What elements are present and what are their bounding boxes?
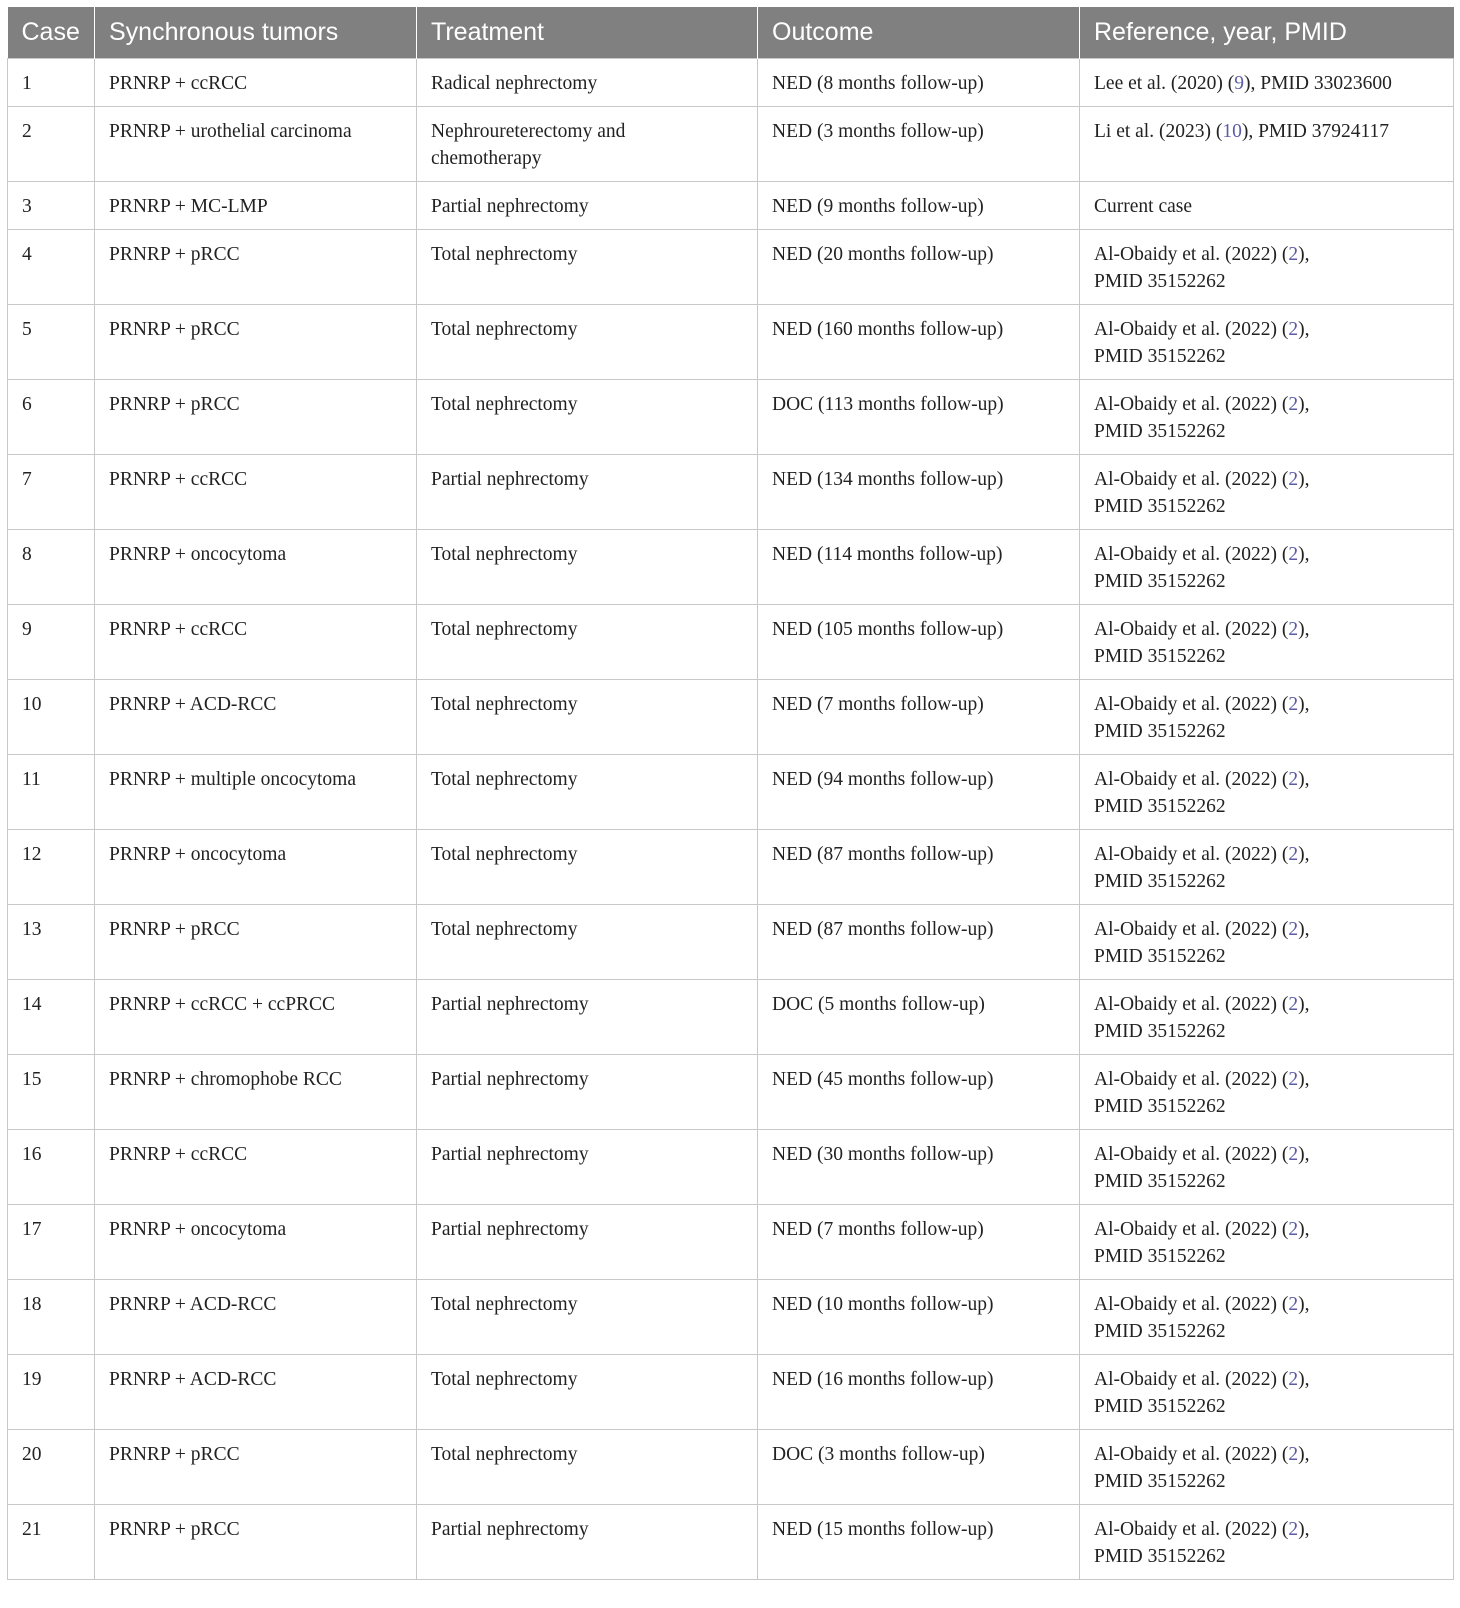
reference-text-end: ), PMID 37924117 [1241,121,1389,142]
cell-synchronous-tumors: PRNRP + oncocytoma [95,830,417,905]
table-row [8,680,1454,755]
reference-text: Al-Obaidy et al. (2022) ( [1094,619,1289,640]
reference-link[interactable]: 2 [1288,319,1299,340]
cell-treatment: Partial nephrectomy [417,1505,758,1580]
cell-reference [1080,230,1454,305]
header-treatment: Treatment [417,7,758,59]
cell-outcome: NED (15 months follow-up) [758,1505,1080,1580]
reference-link[interactable]: 2 [1288,1369,1299,1390]
table-row [8,455,1454,530]
reference-pmid: PMID 35152262 [1094,1546,1226,1567]
table-row [8,1205,1454,1280]
reference-link[interactable]: 2 [1288,844,1299,865]
reference-pmid: PMID 35152262 [1094,1321,1226,1342]
cell-synchronous-tumors: PRNRP + pRCC [95,1505,417,1580]
table-row [8,905,1454,980]
cell-synchronous-tumors: PRNRP + MC-LMP [95,182,417,230]
reference-pmid: PMID 35152262 [1094,271,1226,292]
cell-synchronous-tumors: PRNRP + pRCC [95,305,417,380]
table-row [8,1355,1454,1430]
cell-treatment: Total nephrectomy [417,680,758,755]
reference-text-end: ), [1298,1144,1310,1165]
table-row [8,1055,1454,1130]
cell-case: 3 [8,182,95,230]
cell-synchronous-tumors: PRNRP + ACD-RCC [95,680,417,755]
reference-text-end: ), [1298,544,1310,565]
cell-outcome: NED (30 months follow-up) [758,1130,1080,1205]
reference-link[interactable]: 2 [1288,244,1299,265]
cell-case: 4 [8,230,95,305]
cell-treatment: Partial nephrectomy [417,455,758,530]
table-row [8,230,1454,305]
reference-link[interactable]: 2 [1288,769,1299,790]
cell-case: 8 [8,530,95,605]
header-reference: Reference, year, PMID [1080,7,1454,59]
cell-treatment: Total nephrectomy [417,1280,758,1355]
reference-pmid: PMID 35152262 [1094,496,1226,517]
cell-case: 18 [8,1280,95,1355]
table-row [8,305,1454,380]
cell-reference [1080,680,1454,755]
cell-outcome: DOC (113 months follow-up) [758,380,1080,455]
reference-link[interactable]: 9 [1234,73,1244,94]
cell-outcome: NED (87 months follow-up) [758,905,1080,980]
reference-text: Al-Obaidy et al. (2022) ( [1094,1294,1289,1315]
cell-treatment: Partial nephrectomy [417,980,758,1055]
reference-link[interactable]: 2 [1288,544,1299,565]
reference-pmid: PMID 35152262 [1094,1396,1226,1417]
table-row [8,755,1454,830]
cell-reference [1080,755,1454,830]
cell-reference [1080,107,1454,182]
cell-treatment: Partial nephrectomy [417,1055,758,1130]
reference-text: Al-Obaidy et al. (2022) ( [1094,694,1289,715]
cell-case: 20 [8,1430,95,1505]
reference-text-end: ), [1298,1294,1310,1315]
reference-text: Al-Obaidy et al. (2022) ( [1094,844,1289,865]
reference-text-end: ), PMID 33023600 [1243,73,1392,94]
reference-text: Al-Obaidy et al. (2022) ( [1094,1219,1289,1240]
cell-synchronous-tumors: PRNRP + ccRCC [95,455,417,530]
cell-case: 10 [8,680,95,755]
cell-outcome: NED (8 months follow-up) [758,59,1080,107]
cell-case: 14 [8,980,95,1055]
reference-link[interactable]: 2 [1288,619,1299,640]
cell-outcome: NED (16 months follow-up) [758,1355,1080,1430]
cell-case: 17 [8,1205,95,1280]
reference-pmid: PMID 35152262 [1094,1096,1226,1117]
cell-synchronous-tumors: PRNRP + ccRCC + ccPRCC [95,980,417,1055]
cell-synchronous-tumors: PRNRP + ccRCC [95,605,417,680]
cell-reference [1080,1280,1454,1355]
reference-text: Al-Obaidy et al. (2022) ( [1094,1519,1289,1540]
reference-text: Al-Obaidy et al. (2022) ( [1094,469,1289,490]
cell-outcome: NED (87 months follow-up) [758,830,1080,905]
cases-table [7,7,1454,1580]
cell-case: 7 [8,455,95,530]
cell-case: 9 [8,605,95,680]
cell-reference [1080,1355,1454,1430]
reference-text-end: ), [1298,844,1310,865]
reference-pmid: PMID 35152262 [1094,1171,1226,1192]
cell-outcome: NED (20 months follow-up) [758,230,1080,305]
cell-outcome: NED (7 months follow-up) [758,680,1080,755]
table-row [8,1280,1454,1355]
reference-text-end: ), [1298,244,1310,265]
cell-case: 16 [8,1130,95,1205]
cell-reference [1080,980,1454,1055]
reference-text-end: ), [1298,1069,1310,1090]
reference-text-end: ), [1298,619,1310,640]
cell-synchronous-tumors: PRNRP + pRCC [95,1430,417,1505]
reference-text-end: ), [1298,1219,1310,1240]
table-row [8,107,1454,182]
header-case: Case [8,7,95,59]
reference-link[interactable]: 10 [1222,121,1242,142]
cell-reference [1080,182,1454,230]
cell-reference [1080,1430,1454,1505]
cell-treatment: Total nephrectomy [417,230,758,305]
cell-reference [1080,1055,1454,1130]
cell-reference [1080,59,1454,107]
cell-treatment: Total nephrectomy [417,605,758,680]
cell-treatment: Total nephrectomy [417,1430,758,1505]
cell-treatment: Radical nephrectomy [417,59,758,107]
cell-treatment: Total nephrectomy [417,305,758,380]
reference-text-end: ), [1298,919,1310,940]
reference-pmid: PMID 35152262 [1094,1246,1226,1267]
cell-reference [1080,830,1454,905]
reference-link[interactable]: 2 [1288,1069,1299,1090]
reference-text-end: ), [1298,469,1310,490]
cell-outcome: NED (3 months follow-up) [758,107,1080,182]
cell-case: 2 [8,107,95,182]
reference-text: Current case [1094,196,1192,217]
reference-text: Al-Obaidy et al. (2022) ( [1094,1369,1289,1390]
table-row [8,1505,1454,1580]
reference-link[interactable]: 2 [1288,994,1299,1015]
cell-synchronous-tumors: PRNRP + urothelial carcinoma [95,107,417,182]
header-outcome: Outcome [758,7,1080,59]
reference-pmid: PMID 35152262 [1094,946,1226,967]
reference-text: Al-Obaidy et al. (2022) ( [1094,769,1289,790]
cell-synchronous-tumors: PRNRP + oncocytoma [95,530,417,605]
cell-outcome: NED (7 months follow-up) [758,1205,1080,1280]
reference-link[interactable]: 2 [1288,1294,1299,1315]
reference-pmid: PMID 35152262 [1094,571,1226,592]
cell-outcome: NED (94 months follow-up) [758,755,1080,830]
cell-synchronous-tumors: PRNRP + ACD-RCC [95,1355,417,1430]
cell-reference [1080,530,1454,605]
cell-outcome: NED (10 months follow-up) [758,1280,1080,1355]
cell-reference [1080,455,1454,530]
header-row [8,7,1454,59]
cell-treatment: Partial nephrectomy [417,182,758,230]
header-synchronous-tumors: Synchronous tumors [95,7,417,59]
cell-treatment: Total nephrectomy [417,905,758,980]
cell-case: 11 [8,755,95,830]
reference-link[interactable]: 2 [1288,1144,1299,1165]
reference-link[interactable]: 2 [1288,394,1299,415]
cell-treatment: Total nephrectomy [417,530,758,605]
reference-text-end: ), [1298,1369,1310,1390]
reference-link[interactable]: 2 [1288,1444,1299,1465]
reference-text-end: ), [1298,694,1310,715]
cell-outcome: NED (105 months follow-up) [758,605,1080,680]
cell-case: 13 [8,905,95,980]
cell-reference [1080,1505,1454,1580]
cell-synchronous-tumors: PRNRP + pRCC [95,905,417,980]
cell-case: 15 [8,1055,95,1130]
cell-outcome: NED (114 months follow-up) [758,530,1080,605]
reference-text-end: ), [1298,994,1310,1015]
cell-reference [1080,380,1454,455]
reference-link[interactable]: 2 [1288,469,1299,490]
cell-outcome: DOC (3 months follow-up) [758,1430,1080,1505]
reference-pmid: PMID 35152262 [1094,871,1226,892]
table-row [8,530,1454,605]
table-row [8,605,1454,680]
cell-case: 1 [8,59,95,107]
reference-pmid: PMID 35152262 [1094,721,1226,742]
cell-treatment: Total nephrectomy [417,1355,758,1430]
cell-reference [1080,305,1454,380]
reference-text: Al-Obaidy et al. (2022) ( [1094,544,1289,565]
cell-case: 6 [8,380,95,455]
reference-text: Al-Obaidy et al. (2022) ( [1094,919,1289,940]
cell-outcome: NED (9 months follow-up) [758,182,1080,230]
reference-text-end: ), [1298,769,1310,790]
cell-case: 12 [8,830,95,905]
cell-reference [1080,1205,1454,1280]
table-row [8,1130,1454,1205]
table-row [8,59,1454,107]
reference-text: Al-Obaidy et al. (2022) ( [1094,244,1289,265]
cell-synchronous-tumors: PRNRP + multiple oncocytoma [95,755,417,830]
cell-treatment: Nephroureterectomy and chemotherapy [417,107,758,182]
reference-text-end: ), [1298,1444,1310,1465]
cell-treatment: Partial nephrectomy [417,1205,758,1280]
cell-treatment: Total nephrectomy [417,830,758,905]
table-row [8,380,1454,455]
cell-case: 5 [8,305,95,380]
table-row [8,980,1454,1055]
cell-synchronous-tumors: PRNRP + pRCC [95,230,417,305]
cell-synchronous-tumors: PRNRP + ccRCC [95,59,417,107]
reference-pmid: PMID 35152262 [1094,796,1226,817]
reference-text-end: ), [1298,1519,1310,1540]
table-row [8,1430,1454,1505]
reference-link[interactable]: 2 [1288,1519,1299,1540]
cell-synchronous-tumors: PRNRP + pRCC [95,380,417,455]
cell-case: 19 [8,1355,95,1430]
cell-outcome: NED (160 months follow-up) [758,305,1080,380]
cell-reference [1080,905,1454,980]
table-header [8,7,1454,59]
cell-treatment: Total nephrectomy [417,380,758,455]
cell-outcome: DOC (5 months follow-up) [758,980,1080,1055]
reference-text: Al-Obaidy et al. (2022) ( [1094,1144,1289,1165]
reference-text: Li et al. (2023) ( [1094,121,1223,142]
reference-pmid: PMID 35152262 [1094,1021,1226,1042]
reference-link[interactable]: 2 [1288,1219,1299,1240]
reference-text-end: ), [1298,319,1310,340]
cell-outcome: NED (134 months follow-up) [758,455,1080,530]
reference-text: Al-Obaidy et al. (2022) ( [1094,394,1289,415]
reference-pmid: PMID 35152262 [1094,1471,1226,1492]
cell-reference [1080,1130,1454,1205]
table-row [8,830,1454,905]
cell-reference [1080,605,1454,680]
cell-synchronous-tumors: PRNRP + ACD-RCC [95,1280,417,1355]
reference-text: Al-Obaidy et al. (2022) ( [1094,319,1289,340]
reference-text: Lee et al. (2020) ( [1094,73,1235,94]
cases-table-container [7,7,1453,1580]
reference-text-end: ), [1298,394,1310,415]
table-body [8,59,1454,1580]
reference-pmid: PMID 35152262 [1094,421,1226,442]
reference-text: Al-Obaidy et al. (2022) ( [1094,1444,1289,1465]
cell-synchronous-tumors: PRNRP + oncocytoma [95,1205,417,1280]
reference-link[interactable]: 2 [1288,694,1299,715]
cell-synchronous-tumors: PRNRP + ccRCC [95,1130,417,1205]
reference-text: Al-Obaidy et al. (2022) ( [1094,1069,1289,1090]
table-row [8,182,1454,230]
cell-synchronous-tumors: PRNRP + chromophobe RCC [95,1055,417,1130]
reference-link[interactable]: 2 [1288,919,1299,940]
reference-pmid: PMID 35152262 [1094,346,1226,367]
cell-treatment: Partial nephrectomy [417,1130,758,1205]
cell-treatment: Total nephrectomy [417,755,758,830]
cell-case: 21 [8,1505,95,1580]
cell-outcome: NED (45 months follow-up) [758,1055,1080,1130]
reference-text: Al-Obaidy et al. (2022) ( [1094,994,1289,1015]
reference-pmid: PMID 35152262 [1094,646,1226,667]
